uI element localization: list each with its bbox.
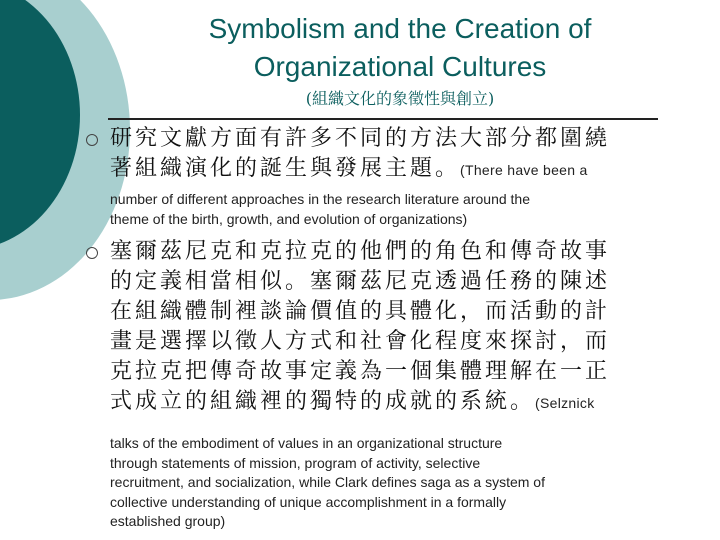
slide-title-line-2: Organizational Cultures [253,51,547,82]
bullet-1-en-line: number of different approaches in the research literature around the [110,191,530,207]
bullet-2-en-line: talks of the embodiment of values in an organizational structure [110,435,503,451]
bullet-2-en-line: recruitment, and socialization, while Clark defines saga as a system of [110,474,545,490]
bullet-2-en-line: established group) [110,513,226,529]
bullet-2-zh-line: 的定義相當相似。塞爾茲尼克透過任務的陳述 [110,269,611,294]
bullet-1-en-line: theme of the birth, growth, and evolution of organizations) [110,210,468,227]
bullet-2-en-inline: (Selznick [535,395,595,411]
bullet-1-chinese-text [110,124,680,185]
slide-subtitle: (組織文化的象徵性與創立) [305,89,495,108]
bullet-1-zh-line-text: 著組織演化的誕生與發展主題。 [110,156,461,181]
bullet-2-english-text [110,434,690,532]
bullet-1-english-text [110,190,690,229]
bullet-2-zh-line: 克拉克把傳奇故事定義為一個集體理解在一正 [110,359,611,384]
bullet-2-en-line: collective understanding of unique accomplishment in a formally [110,493,507,510]
bullet-1-zh-line [110,154,680,185]
hollow-circle-bullet-icon [86,134,98,146]
bullet-2-zh-line: 在組織體制裡談論價值的具體化，而活動的計 [110,299,611,324]
bullet-2-zh-line [110,387,680,418]
bullet-1-zh-line: 研究文獻方面有許多不同的方法大部分都圍繞 [110,126,611,151]
bullet-2-chinese-text [110,237,680,418]
slide-title-line-1: Symbolism and the Creation of [208,13,592,44]
bullet-2-zh-line: 畫是選擇以徵人方式和社會化程度來探討，而 [110,329,611,354]
bullet-2-zh-line-text: 式成立的組織裡的獨特的成就的系統。 [110,389,536,414]
title-divider [108,118,658,120]
hollow-circle-bullet-icon [86,247,98,259]
bullet-1-en-inline: (There have been a [460,162,588,178]
bullet-2-zh-line: 塞爾茲尼克和克拉克的他們的角色和傳奇故事 [110,239,611,264]
bullet-2-en-line: through statements of mission, program of activity, selective [110,454,481,471]
